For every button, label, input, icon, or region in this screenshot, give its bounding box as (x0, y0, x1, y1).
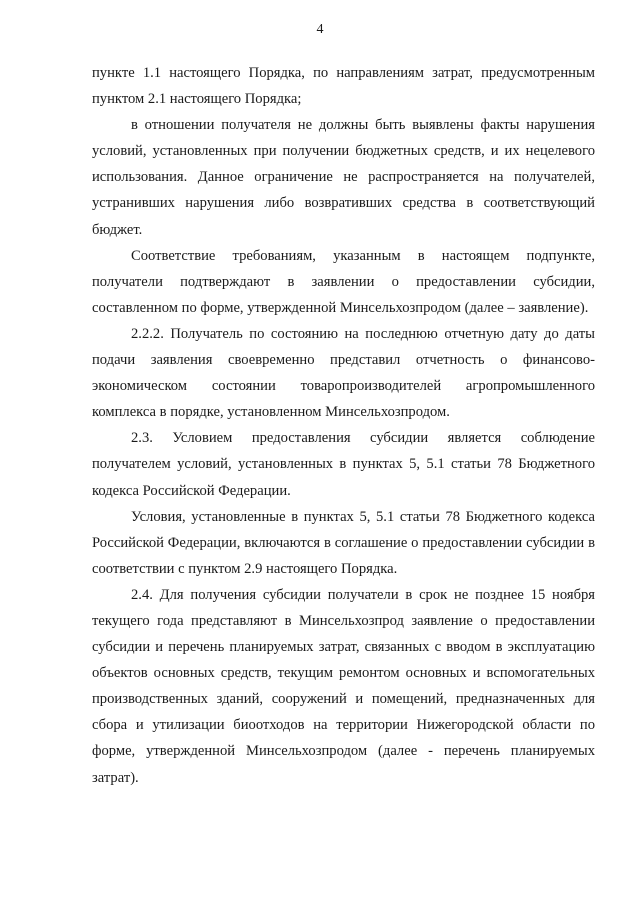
paragraph-confirmation: Соответствие требованиям, указанным в настоящем подпункте, получатели подтверждают в заявлении о предоставлении субсидии, составленном по форме, утвержденной Минсельхозпродом (далее – заявление). (92, 247, 595, 316)
page-number: 4 (316, 22, 324, 37)
paragraph-2-3: 2.3. Условием предоставления субсидии является соблюдение получателем условий, установленных в пунктах 5, 5.1 статьи 78 Бюджетного кодекса Российской Федерации. (92, 430, 595, 499)
paragraph-no-violations: в отношении получателя не должны быть выявлены факты нарушения условий, установленных при получении бюджетных средств, и их нецелевого использования. Данное ограничение не распространяется на получателей, устранивших нарушения либо возвративших средства в соответствующий бюджет. (92, 117, 595, 238)
paragraph-2-2-2: 2.2.2. Получатель по состоянию на последнюю отчетную дату до даты подачи заявления своевременно представил отчетность о финансово-экономическом состоянии товаропроизводителей агропромышленного комплекса в порядке, установленном Минсельхозпродом. (92, 325, 595, 421)
paragraph-conditions: Условия, установленные в пунктах 5, 5.1 статьи 78 Бюджетного кодекса Российской Федерации, включаются в соглашение о предоставлении субсидии в соответствии с пунктом 2.9 настоящего Порядка. (92, 508, 595, 577)
paragraph-2-4: 2.4. Для получения субсидии получатели в срок не позднее 15 ноября текущего года представляют в Минсельхозпрод заявление о предоставлении субсидии и перечень планируемых затрат, связанных с вводом в эксплуатацию объектов основных средств, текущим ремонтом основных и вспомогательных производственных зданий, сооружений и помещений, предназначенных для сбора и утилизации биоотходов на территории Нижегородской области по форме, утвержденной Минсельхозпродом (далее - перечень планируемых затрат). (92, 586, 595, 786)
paragraph-continuation: пункте 1.1 настоящего Порядка, по направлениям затрат, предусмотренным пунктом 2.1 настоящего Порядка; (92, 65, 595, 108)
document-body (92, 60, 595, 791)
